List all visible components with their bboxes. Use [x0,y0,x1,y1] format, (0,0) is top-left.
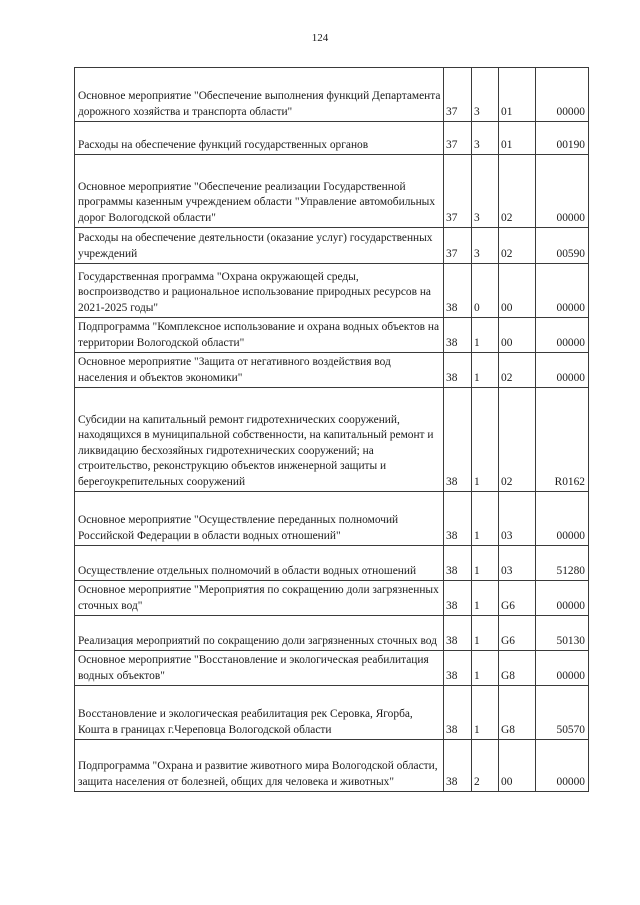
subprogram-code: 1 [472,318,499,353]
program-code: 37 [444,155,472,228]
subprogram-code: 3 [472,155,499,228]
row-name: Реализация мероприятий по сокращению доли загрязненных сточных вод [75,616,444,651]
subprogram-code: 3 [472,228,499,264]
event-code: G6 [499,581,536,616]
event-code: 00 [499,318,536,353]
table-row [75,318,589,353]
row-name: Основное мероприятие "Защита от негативного воздействия вод населения и объектов экономики" [75,353,444,388]
page-number: 124 [311,32,329,44]
program-code: 38 [444,492,472,546]
event-code: 02 [499,353,536,388]
direction-code: 51280 [536,546,589,581]
direction-code: 50570 [536,686,589,740]
row-name: Подпрограмма "Охрана и развитие животного мира Вологодской области, защита населения от болезней, общих для человека и животных" [75,740,444,792]
subprogram-code: 1 [472,651,499,686]
direction-code: 00190 [536,122,589,155]
direction-code: 00000 [536,318,589,353]
table-row [75,492,589,546]
event-code: 00 [499,264,536,318]
table-row [75,686,589,740]
table-row [75,740,589,792]
table-row [75,264,589,318]
direction-code: 00000 [536,581,589,616]
event-code: G8 [499,686,536,740]
program-code: 38 [444,686,472,740]
row-name: Восстановление и экологическая реабилитация рек Серовка, Ягорба, Кошта в границах г.Череповца Вологодской области [75,686,444,740]
subprogram-code: 1 [472,492,499,546]
row-name: Основное мероприятие "Мероприятия по сокращению доли загрязненных сточных вод" [75,581,444,616]
table-row [75,616,589,651]
row-name: Государственная программа "Охрана окружающей среды, воспроизводство и рациональное использование природных ресурсов на 2021-2025 годы" [75,264,444,318]
event-code: G6 [499,616,536,651]
event-code: 02 [499,155,536,228]
direction-code: 00590 [536,228,589,264]
table-row [75,546,589,581]
program-code: 38 [444,388,472,492]
subprogram-code: 1 [472,686,499,740]
table-row [75,155,589,228]
row-name: Подпрограмма "Комплексное использование и охрана водных объектов на территории Вологодской области" [75,318,444,353]
direction-code: 00000 [536,353,589,388]
subprogram-code: 3 [472,68,499,122]
subprogram-code: 1 [472,581,499,616]
event-code: 03 [499,492,536,546]
table-row [75,581,589,616]
direction-code: 00000 [536,155,589,228]
event-code: 00 [499,740,536,792]
row-name: Основное мероприятие "Осуществление переданных полномочий Российской Федерации в области водных отношений" [75,492,444,546]
row-name: Субсидии на капитальный ремонт гидротехнических сооружений, находящихся в муниципальной собственности, на капитальный ремонт и ликвидацию бесхозяйных гидротехнических сооружений; на строительство, реконструкцию объектов инженерной защиты и берегоукрепительных сооружений [75,388,444,492]
table-row [75,388,589,492]
row-name: Основное мероприятие "Обеспечение выполнения функций Департамента дорожного хозяйства и транспорта области" [75,68,444,122]
row-name: Осуществление отдельных полномочий в области водных отношений [75,546,444,581]
subprogram-code: 0 [472,264,499,318]
direction-code: 00000 [536,651,589,686]
budget-classification-table [74,67,589,792]
program-code: 37 [444,228,472,264]
direction-code: 00000 [536,68,589,122]
row-name: Основное мероприятие "Обеспечение реализации Государственной программы казенным учреждением области "Управление автомобильных дорог Вологодской области" [75,155,444,228]
program-code: 37 [444,68,472,122]
event-code: G8 [499,651,536,686]
program-code: 38 [444,318,472,353]
subprogram-code: 2 [472,740,499,792]
direction-code: 00000 [536,264,589,318]
table-row [75,122,589,155]
program-code: 38 [444,546,472,581]
direction-code: R0162 [536,388,589,492]
program-code: 38 [444,353,472,388]
program-code: 38 [444,740,472,792]
table-row [75,353,589,388]
table-row [75,651,589,686]
table-row [75,228,589,264]
direction-code: 00000 [536,492,589,546]
subprogram-code: 3 [472,122,499,155]
program-code: 38 [444,651,472,686]
row-name: Расходы на обеспечение функций государственных органов [75,122,444,155]
row-name: Основное мероприятие "Восстановление и экологическая реабилитация водных объектов" [75,651,444,686]
event-code: 01 [499,68,536,122]
program-code: 38 [444,616,472,651]
event-code: 03 [499,546,536,581]
subprogram-code: 1 [472,388,499,492]
event-code: 02 [499,228,536,264]
program-code: 37 [444,122,472,155]
event-code: 01 [499,122,536,155]
program-code: 38 [444,264,472,318]
direction-code: 50130 [536,616,589,651]
subprogram-code: 1 [472,616,499,651]
subprogram-code: 1 [472,353,499,388]
direction-code: 00000 [536,740,589,792]
event-code: 02 [499,388,536,492]
program-code: 38 [444,581,472,616]
table-row [75,68,589,122]
row-name: Расходы на обеспечение деятельности (оказание услуг) государственных учреждений [75,228,444,264]
subprogram-code: 1 [472,546,499,581]
